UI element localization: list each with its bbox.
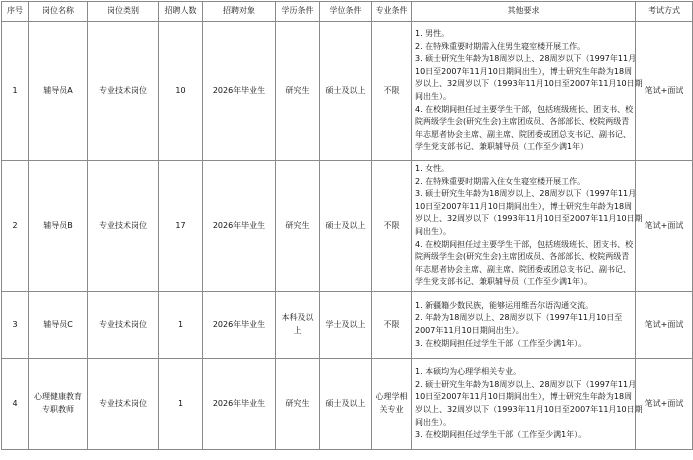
cell-education: 本科及以上 xyxy=(276,292,320,359)
requirement-line: 10日至2007年11月10日期间出生），博士研究生年龄为18周 xyxy=(415,392,633,402)
requirement-line: 1. 新疆籍少数民族，能够运用维吾尔语沟通交流。 xyxy=(415,300,594,310)
cell-exam: 笔试+面试 xyxy=(636,359,693,450)
table-row xyxy=(2,359,693,450)
table-row xyxy=(2,161,693,292)
cell-exam: 笔试+面试 xyxy=(636,161,693,292)
requirement-line: 10日至2007年11月10日期间出生），博士研究生年龄为18周 xyxy=(415,201,633,211)
recruitment-table xyxy=(1,1,693,450)
requirement-line: 3. 硕士研究生年龄为18周岁以上、28周岁以下（1997年11月 xyxy=(415,189,637,199)
cell-major: 不限 xyxy=(372,22,412,161)
requirement-line: 年志愿者协会主席、副主席、院团委或团总支书记、副书记、 xyxy=(415,129,631,139)
cell-seq: 2 xyxy=(2,161,29,292)
requirement-line: 间出生）。 xyxy=(415,92,451,101)
header-position-category: 岗位类别 xyxy=(88,2,159,22)
cell-education: 研究生 xyxy=(276,161,320,292)
requirement-line: 10日至2007年11月10日期间出生），博士研究生年龄为18周 xyxy=(415,66,633,76)
cell-degree: 硕士及以上 xyxy=(320,161,372,292)
cell-position-name: 心理健康教育专职教师 xyxy=(29,359,88,450)
cell-degree: 学士及以上 xyxy=(320,292,372,359)
requirement-line: 3. 在校期间担任过学生干部（工作至少满1年）。 xyxy=(415,338,587,348)
header-exam: 考试方式 xyxy=(636,2,693,22)
requirement-line: 岁以上、32周岁以下（1993年11月10日至2007年11月10日期 xyxy=(415,79,643,89)
cell-target: 2026年毕业生 xyxy=(203,359,276,450)
requirement-line: 4. 在校期间担任过主要学生干部，包括班级班长、团支书、校 xyxy=(415,104,634,114)
cell-major: 不限 xyxy=(372,292,412,359)
cell-category: 专业技术岗位 xyxy=(88,292,159,359)
cell-position-name: 辅导员A xyxy=(29,22,88,161)
requirement-line: 4. 在校期间担任过主要学生干部，包括班级班长、团支书、校 xyxy=(415,239,634,249)
cell-degree: 硕士及以上 xyxy=(320,359,372,450)
requirement-line: 年志愿者协会主席、副主席、院团委或团总支书记、副书记、 xyxy=(415,264,631,274)
header-seq: 序号 xyxy=(2,2,29,22)
header-target: 招聘对象 xyxy=(203,2,276,22)
header-degree: 学位条件 xyxy=(320,2,372,22)
cell-requirements xyxy=(412,161,643,292)
cell-target: 2026年毕业生 xyxy=(203,292,276,359)
requirement-line: 3. 在校期间担任过学生干部（工作至少满1年）。 xyxy=(415,430,587,440)
cell-requirements xyxy=(412,22,643,161)
cell-count: 1 xyxy=(159,292,203,359)
header-education: 学历条件 xyxy=(276,2,320,22)
requirement-line: 院两级学生会(研究生会)主席团成员、各部部长、校院两级青 xyxy=(415,252,630,262)
requirement-line: 1. 男性。 xyxy=(415,29,450,39)
cell-education: 研究生 xyxy=(276,22,320,161)
requirement-line: 1. 本硕均为心理学相关专业。 xyxy=(415,367,522,377)
header-row xyxy=(2,2,693,22)
requirement-line: 2. 在特殊重要时期需入住男生寝室楼开展工作。 xyxy=(415,41,586,51)
requirement-line: 2. 在特殊重要时期需入住女生寝室楼开展工作。 xyxy=(415,176,586,186)
cell-position-name: 辅导员B xyxy=(29,161,88,292)
cell-exam: 笔试+面试 xyxy=(636,22,693,161)
cell-education: 研究生 xyxy=(276,359,320,450)
header-position-name: 岗位名称 xyxy=(29,2,88,22)
requirement-line: 间出生）。 xyxy=(415,417,451,427)
cell-seq: 1 xyxy=(2,22,29,161)
cell-requirements xyxy=(412,292,636,359)
cell-exam: 笔试+面试 xyxy=(636,292,693,359)
requirement-line: 2. 年龄为18周岁以上、28周岁以下（1997年11月10日至 xyxy=(415,313,623,323)
cell-count: 17 xyxy=(159,161,203,292)
requirement-line: 间出生）。 xyxy=(415,227,451,236)
table-row xyxy=(2,22,693,161)
cell-requirements xyxy=(412,359,643,450)
cell-seq: 4 xyxy=(2,359,29,450)
table-row xyxy=(2,292,693,359)
requirement-line: 2007年11月10日期间出生）。 xyxy=(415,326,524,335)
requirement-line: 学生党支部书记、兼职辅导员（工作至少满1年）。 xyxy=(415,277,593,287)
requirement-line: 岁以上、32周岁以下（1993年11月10日至2007年11月10日期 xyxy=(415,405,643,414)
header-major: 专业条件 xyxy=(372,2,412,22)
requirement-line: 学生党支部书记、兼职辅导员（工作至少满1年） xyxy=(415,142,589,152)
cell-seq: 3 xyxy=(2,292,29,359)
cell-count: 10 xyxy=(159,22,203,161)
requirement-line: 1. 女性。 xyxy=(415,164,450,174)
cell-count: 1 xyxy=(159,359,203,450)
cell-target: 2026年毕业生 xyxy=(203,161,276,292)
cell-target: 2026年毕业生 xyxy=(203,22,276,161)
cell-category: 专业技术岗位 xyxy=(88,359,159,450)
cell-degree: 硕士及以上 xyxy=(320,22,372,161)
cell-major: 心理学相关专业 xyxy=(372,359,412,450)
cell-category: 专业技术岗位 xyxy=(88,161,159,292)
cell-major: 不限 xyxy=(372,161,412,292)
requirement-line: 院两级学生会(研究生会)主席团成员、各部部长、校院两级青 xyxy=(415,117,630,127)
header-requirements: 其他要求 xyxy=(412,2,636,22)
requirement-line: 3. 硕士研究生年龄为18周岁以上、28周岁以下（1997年11月 xyxy=(415,54,637,64)
requirement-line: 岁以上、32周岁以下（1993年11月10日至2007年11月10日期 xyxy=(415,214,643,224)
requirement-line: 2. 硕士研究生年龄为18周岁以上、28周岁以下（1997年11月 xyxy=(415,379,637,389)
cell-position-name: 辅导员C xyxy=(29,292,88,359)
header-count: 招聘人数 xyxy=(159,2,203,22)
cell-category: 专业技术岗位 xyxy=(88,22,159,161)
